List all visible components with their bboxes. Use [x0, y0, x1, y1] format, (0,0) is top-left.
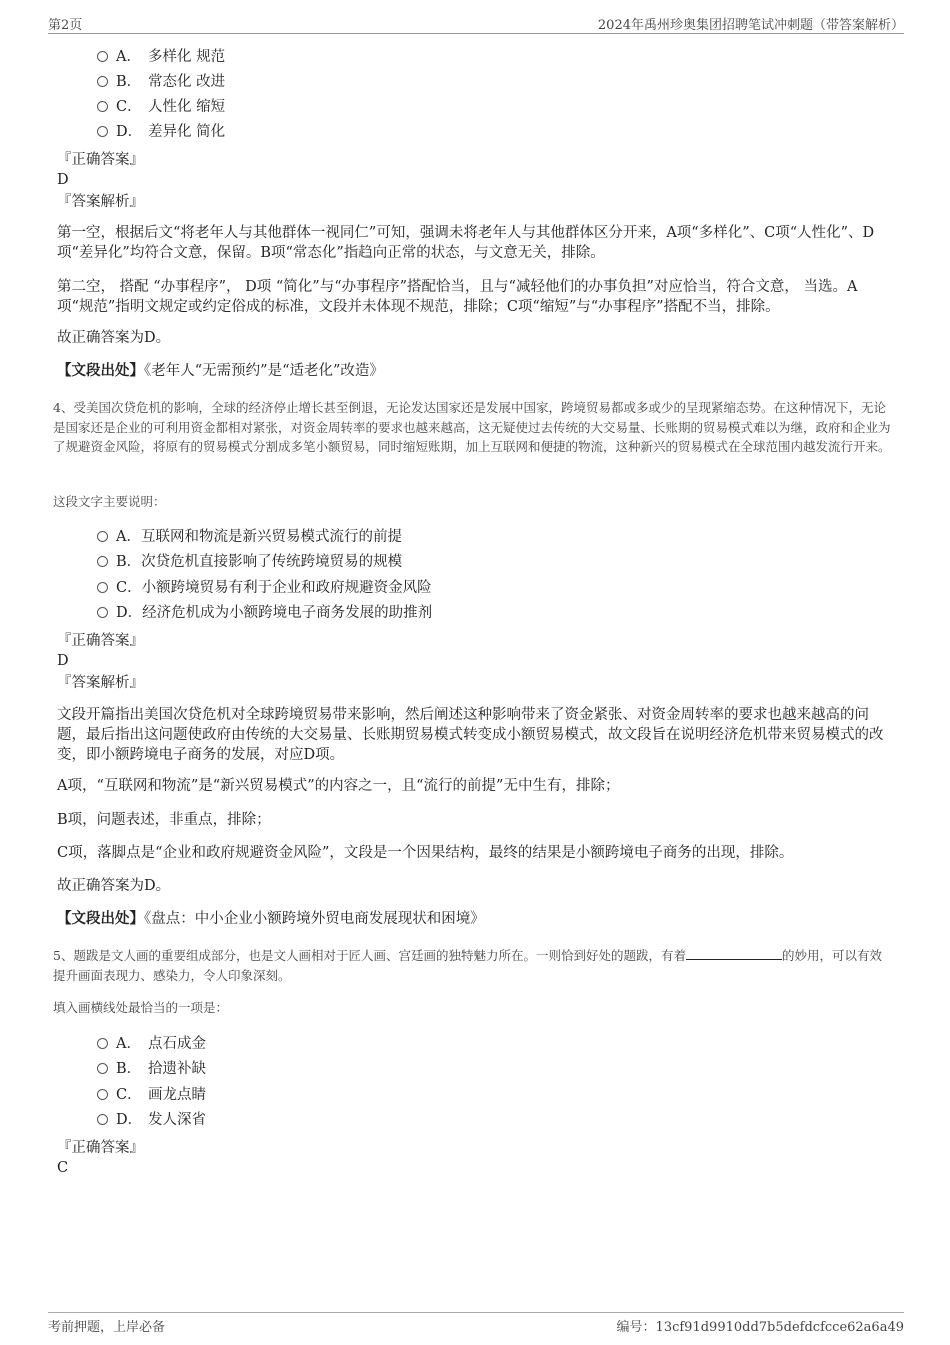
q4-analysis-2: A项，“互联网和物流”是“新兴贸易模式”的内容之一，且“流行的前提”无中生有，排除；: [57, 778, 620, 794]
q4-answer: D: [57, 653, 69, 669]
footer-slogan: 考前押题，上岸必备: [48, 1320, 166, 1335]
q4-analysis-5: 故正确答案为D。: [57, 878, 171, 894]
q4-prompt: 这段文字主要说明：: [53, 494, 166, 509]
q5-option-c[interactable]: C． 画龙点睛: [97, 1084, 206, 1106]
radio-icon[interactable]: [97, 1038, 108, 1049]
radio-icon[interactable]: [97, 1114, 108, 1125]
q3-source: 【文段出处】《老年人“无需预约”是“适老化”改造》: [57, 362, 384, 379]
radio-icon[interactable]: [97, 1089, 108, 1100]
radio-icon[interactable]: [97, 51, 108, 62]
q4-analysis-3: B项，问题表述，非重点，排除；: [57, 812, 271, 828]
q3-option-c[interactable]: C． 人性化 缩短: [97, 96, 225, 118]
document-id: 编号：13cf91d9910dd7b5defdcfcce62a6a49: [616, 1320, 904, 1335]
q3-option-a[interactable]: A． 多样化 规范: [97, 46, 225, 68]
q4-stem: 4、受美国次贷危机的影响，全球的经济停止增长甚至倒退，无论发达国家还是发展中国家，跨境贸易都或多或少的呈现紧缩态势。在这种情况下，无论是国家还是企业的可利用资金都相对紧张，对资金周转率的要求也越来越高，这无疑使过去传统的大交易量、长账期的贸易模式难以为继，政府和企业为了规避资金风险，将原有的贸易模式分割成多笔小额贸易，同时缩短账期，加上互联网和便捷的物流，这种新兴的贸易模式在全球范围内越发流行开来。: [53, 400, 891, 454]
q5-answer: C: [57, 1160, 69, 1176]
radio-icon[interactable]: [97, 76, 108, 87]
q3-analysis-2: 第二空， 搭配 “办事程序”， D项 “简化”与“办事程序”搭配恰当，且与“减轻他们的办事负担”对应恰当，符合文意， 当选。A项“规范”指明文规定或约定俗成的标准，文段并未体现不规范，排除；C项“缩短”与“办事程序”搭配不当，排除。: [57, 279, 858, 315]
q4-option-b[interactable]: B．次贷危机直接影响了传统跨境贸易的规模: [97, 551, 402, 573]
page-header: [48, 12, 904, 34]
q5-option-a[interactable]: A． 点石成金: [97, 1033, 206, 1055]
q3-option-b[interactable]: B． 常态化 改进: [97, 71, 225, 93]
q3-option-d[interactable]: D． 差异化 简化: [97, 121, 225, 143]
fill-blank[interactable]: [686, 947, 782, 960]
q5-option-b[interactable]: B． 拾遗补缺: [97, 1058, 206, 1080]
q4-analysis-4: C项，落脚点是“企业和政府规避资金风险”，文段是一个因果结构，最终的结果是小额跨境电子商务的出现，排除。: [57, 845, 794, 861]
radio-icon[interactable]: [97, 531, 108, 542]
radio-icon[interactable]: [97, 1063, 108, 1074]
q5-stem: 5、题跋是文人画的重要组成部分，也是文人画相对于匠人画、宫廷画的独特魅力所在。一则恰到好处的题跋，有着 的妙用，可以有效提升画面表现力、感染力，令人印象深刻。: [53, 948, 882, 983]
correct-answer-label: 『正确答案』: [57, 633, 144, 649]
q4-option-c[interactable]: C．小额跨境贸易有利于企业和政府规避资金风险: [97, 577, 432, 599]
analysis-label: 『答案解析』: [57, 194, 144, 210]
page-footer: [48, 1312, 904, 1335]
correct-answer-label: 『正确答案』: [57, 152, 144, 168]
radio-icon[interactable]: [97, 556, 108, 567]
analysis-label: 『答案解析』: [57, 675, 144, 691]
document-title: 2024年禹州珍奥集团招聘笔试冲刺题（带答案解析）: [597, 18, 904, 33]
correct-answer-label: 『正确答案』: [57, 1140, 144, 1156]
q4-source: 【文段出处】《盘点：中小企业小额跨境外贸电商发展现状和困境》: [57, 910, 485, 927]
q3-analysis-1: 第一空，根据后文“将老年人与其他群体一视同仁”可知，强调未将老年人与其他群体区分开来，A项“多样化”、C项“人性化”、D项“差异化”均符合文意，保留。B项“常态化”指趋向正常的状态，与文意无关，排除。: [57, 225, 875, 261]
q4-option-a[interactable]: A．互联网和物流是新兴贸易模式流行的前提: [97, 526, 402, 548]
radio-icon[interactable]: [97, 607, 108, 618]
q3-answer: D: [57, 172, 69, 188]
radio-icon[interactable]: [97, 582, 108, 593]
page-number: 第2页: [48, 18, 83, 33]
radio-icon[interactable]: [97, 126, 108, 137]
radio-icon[interactable]: [97, 101, 108, 112]
q3-analysis-3: 故正确答案为D。: [57, 330, 171, 346]
q4-analysis-1: 文段开篇指出美国次贷危机对全球跨境贸易带来影响，然后阐述这种影响带来了资金紧张、对资金周转率的要求也越来越高的问题，最后指出这问题使政府由传统的大交易量、长账期贸易模式转变成小额贸易模式，故文段旨在说明经济危机带来贸易模式的改变，即小额跨境电子商务的发展，对应D项。: [57, 707, 884, 763]
q5-option-d[interactable]: D． 发人深省: [97, 1109, 206, 1131]
q4-option-d[interactable]: D．经济危机成为小额跨境电子商务发展的助推剂: [97, 602, 432, 624]
q5-prompt: 填入画横线处最恰当的一项是：: [53, 1000, 229, 1015]
